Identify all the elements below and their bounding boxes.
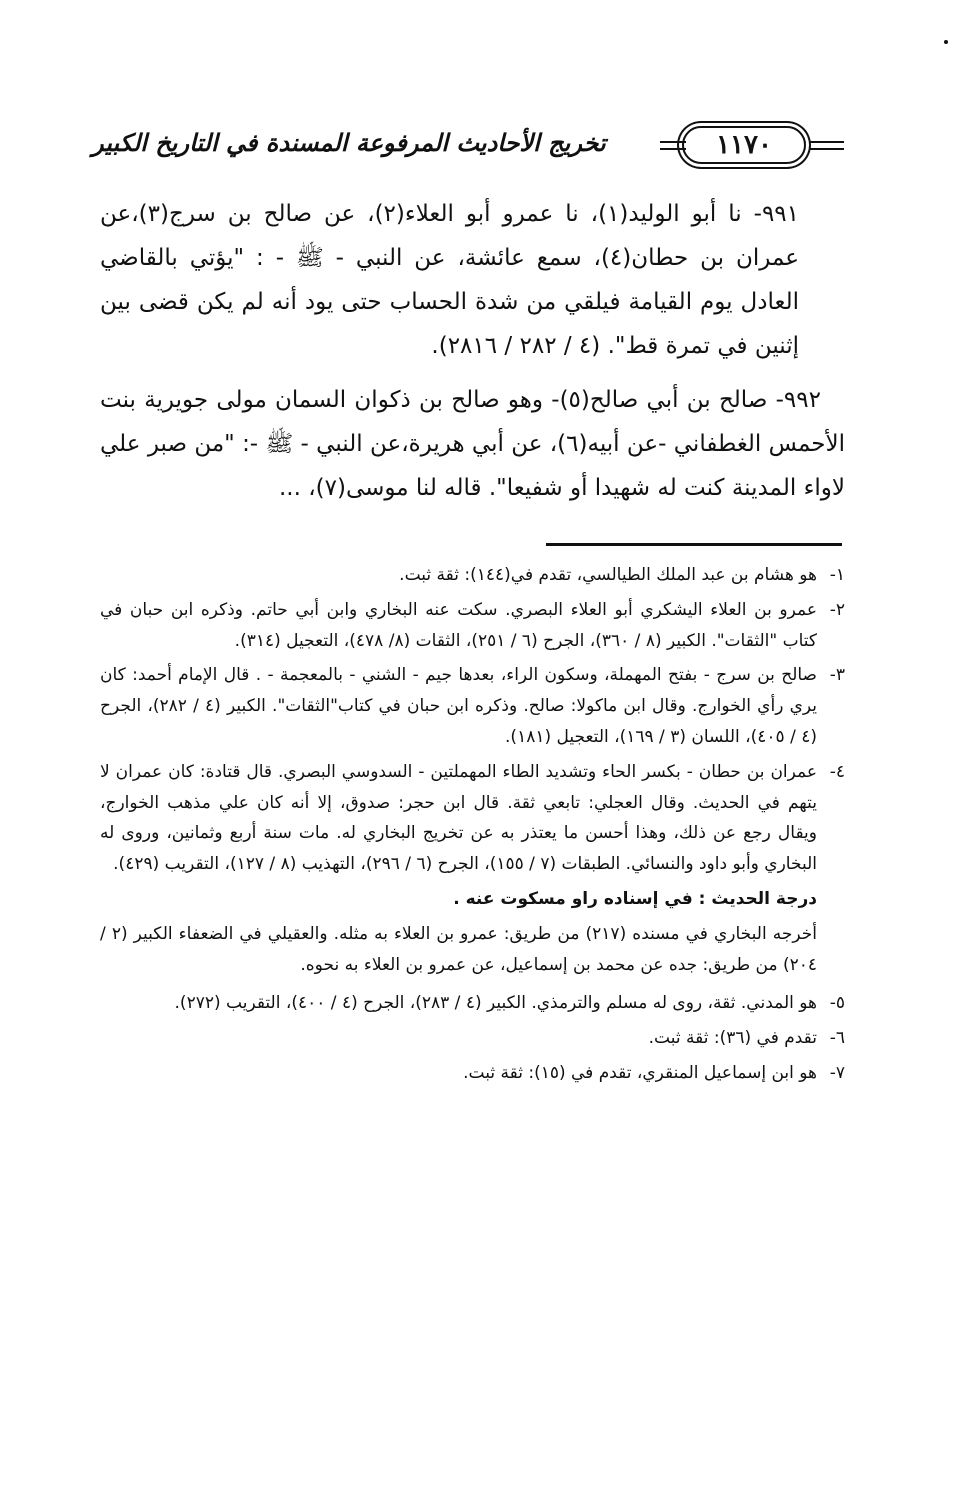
footnote-text: هو المدني. ثقة، روى له مسلم والترمذي. الكبير (٤ / ٢٨٣)، الجرح (٤ / ٤٠٠)، التقريب (٢٧٢). [174, 993, 817, 1014]
hadith-991: ٩٩١- نا أبو الوليد(١)، نا عمرو أبو العلاء(٢)، عن صالح بن سرج(٣)،عن عمران بن حطان(٤)، سمع عائشة، عن النبي - ﷺ - : "يؤتي بالقاضي العادل يوم القيامة فيلقي من شدة الحساب حتى يود أنه لم يكن قضى بين إثنين في تمرة قط". (٤ / ٢٨٢ / ٢٨١٦). [100, 201, 799, 359]
footnote-7 [100, 1058, 845, 1089]
footnote-number: ٥- [829, 993, 845, 1014]
hadith-992: ٩٩٢- صالح بن أبي صالح(٥)- وهو صالح بن ذكوان السمان مولى جويرية بنت الأحمس الغطفاني -عن أبيه(٦)، عن أبي هريرة،عن النبي - ﷺ -: "من صبر علي لاواء المدينة كنت له شهيدا أو شفيعا". قاله لنا موسى(٧)، ... [100, 387, 845, 501]
footnote-number: ٣- [829, 665, 845, 686]
footnote-divider [546, 543, 842, 546]
footnote-number: ٧- [829, 1062, 845, 1083]
footnote-number: ٢- [829, 599, 845, 620]
footnote-4 [100, 757, 845, 880]
page-number-badge [682, 126, 806, 164]
takhrij-text: أخرجه البخاري في مسنده (٢١٧) من طريق: عمرو بن العلاء به مثله. والعقيلي في الضعفاء الكبير (٢ / ٢٠٤) من طريق: جده عن محمد بن إسماعيل، عن عمرو بن العلاء به نحوه. [100, 923, 817, 975]
corner-dot [944, 40, 948, 44]
footnote-text: هو هشام بن عبد الملك الطيالسي، تقدم في(١٤٤): ثقة ثبت. [399, 565, 817, 585]
footnote-2 [100, 595, 845, 657]
footnote-number: ٦- [829, 1028, 845, 1049]
footnote-text: صالح بن سرج - بفتح المهملة، وسكون الراء، بعدها جيم - الشني - بالمعجمة - . قال الإمام أحمد: كان يري رأي الخوارج. وقال ابن ماكولا: صالح. وذكره ابن حبان في كتاب"الثقات". الكبير (٤ / ٢٨٢)، الجرح (٤ / ٤٠٥)، اللسان (٣ / ١٦٩)، التعجيل (١٨١). [100, 665, 817, 747]
footnote-3 [100, 660, 845, 752]
footnote-text: هو ابن إسماعيل المنقري، تقدم في (١٥): ثقة ثبت. [463, 1062, 817, 1083]
page-number: ١١٧٠ [716, 130, 772, 160]
hadith-grade: درجة الحديث : في إسناده راو مسكوت عنه . [453, 888, 817, 909]
header-rule-middle [660, 141, 686, 150]
footnote-6 [100, 1023, 845, 1054]
footnote-number: ١- [829, 565, 845, 585]
footnote-text: عمرو بن العلاء اليشكري أبو العلاء البصري. سكت عنه البخاري وابن أبي حاتم. وذكره ابن حبان في كتاب "الثقات". الكبير (٨ / ٣٦٠)، الجرح (٦ / ٢٥١)، الثقات (٨/ ٤٧٨)، التعجيل (٣١٤). [100, 599, 817, 651]
footnote-number: ٤- [829, 761, 845, 782]
footnote-5 [100, 988, 845, 1019]
running-header [92, 118, 844, 178]
main-text [100, 192, 845, 520]
footnote-text: تقدم في (٣٦): ثقة ثبت. [648, 1028, 817, 1049]
header-rule-right [804, 141, 844, 150]
footnote-text: عمران بن حطان - بكسر الحاء وتشديد الطاء المهملتين - السدوسي البصري. قال قتادة: كان عمران لا يتهم في الحديث. وقال العجلي: تابعي ثقة. قال ابن حجر: صدوق، إلا أنه كان علي مذهب الخوارج، ويقال رجع عن ذلك، وهذا أحسن ما يعتذر به عن تخريج البخاري له. مات سنة أربع وثمانين، وروى له البخاري وأبو داود والنسائي. الطبقات (٧ / ١٥٥)، الجرح (٦ / ٢٩٦)، التهذيب (٨ / ١٢٧)، التقريب (٤٢٩). [100, 761, 817, 875]
footnote-1 [100, 560, 845, 591]
footnotes [100, 560, 845, 1093]
book-title: تخريج الأحاديث المرفوعة المسندة في التاريخ الكبير [92, 128, 606, 157]
